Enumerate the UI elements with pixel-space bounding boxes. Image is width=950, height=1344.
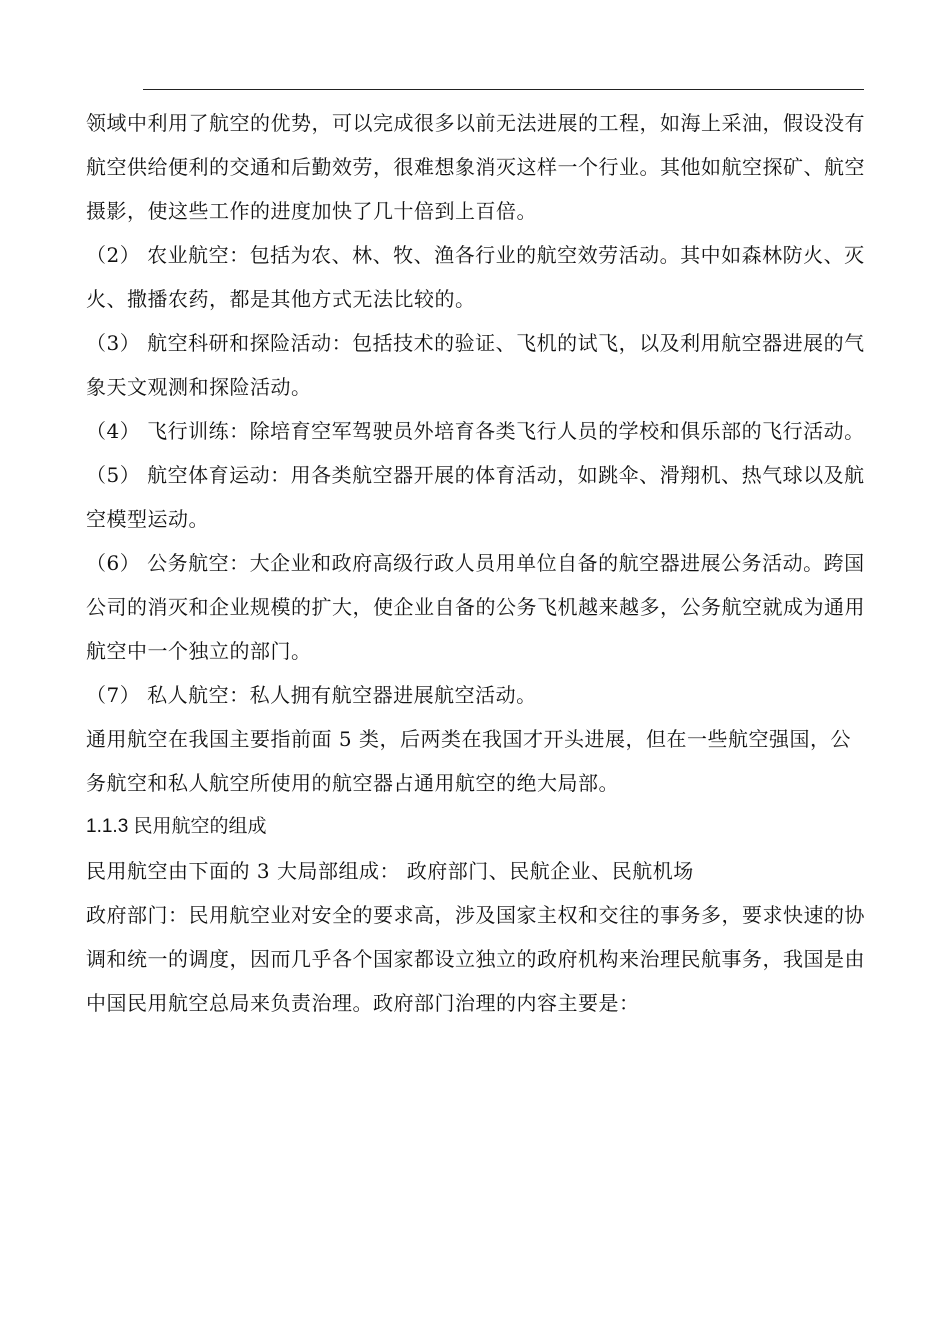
paragraph-item-2: （2） 农业航空：包括为农、林、牧、渔各行业的航空效劳活动。其中如森林防火、灭火、撒播农药，都是其他方式无法比较的。 xyxy=(86,243,865,311)
paragraph-item-3: （3） 航空科研和探险活动：包括技术的验证、飞机的试飞，以及利用航空器进展的气象天文观测和探险活动。 xyxy=(86,331,865,399)
paragraph-summary: 通用航空在我国主要指前面 5 类，后两类在我国才开头进展，但在一些航空强国，公务航空和私人航空所使用的航空器占通用航空的绝大局部。 xyxy=(86,727,851,795)
section-heading: 1.1.3 民用航空的组成 xyxy=(86,816,267,837)
paragraph-item-4: （4） 飞行训练：除培育空军驾驶员外培育各类飞行人员的学校和俱乐部的飞行活动。 xyxy=(86,419,865,443)
document-body xyxy=(86,101,871,1025)
paragraph-composition: 民用航空由下面的 3 大局部组成： 政府部门、民航企业、民航机场 xyxy=(86,859,694,883)
paragraph-intro: 领域中利用了航空的优势，可以完成很多以前无法进展的工程，如海上采油，假设没有航空供给便利的交通和后勤效劳，很难想象消灭这样一个行业。其他如航空探矿、航空摄影，使这些工作的进度加快了几十倍到上百倍。 xyxy=(86,111,865,223)
header-rule xyxy=(143,89,864,90)
paragraph-item-7: （7） 私人航空：私人拥有航空器进展航空活动。 xyxy=(86,683,537,707)
paragraph-item-5: （5） 航空体育运动：用各类航空器开展的体育活动，如跳伞、滑翔机、热气球以及航空模型运动。 xyxy=(86,463,865,531)
paragraph-item-6: （6） 公务航空：大企业和政府高级行政人员用单位自备的航空器进展公务活动。跨国公司的消灭和企业规模的扩大，使企业自备的公务飞机越来越多，公务航空就成为通用航空中一个独立的部门。 xyxy=(86,551,865,663)
paragraph-government: 政府部门：民用航空业对安全的要求高，涉及国家主权和交往的事务多，要求快速的协调和统一的调度，因而几乎各个国家都设立独立的政府机构来治理民航事务，我国是由中国民用航空总局来负责治理。政府部门治理的内容主要是： xyxy=(86,903,865,1015)
